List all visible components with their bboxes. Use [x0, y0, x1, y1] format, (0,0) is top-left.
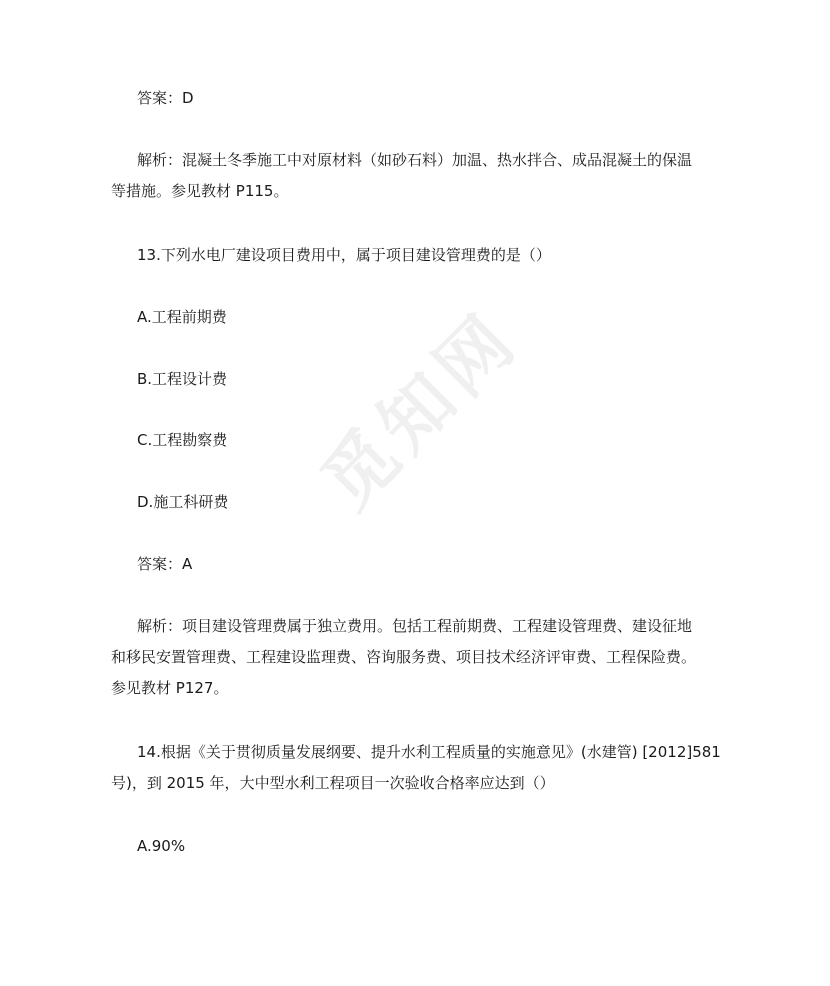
watermark: 觅知网 — [304, 294, 535, 525]
analysis-12 — [111, 145, 737, 207]
analysis-13-line-2: 和移民安置管理费、工程建设监理费、咨询服务费、项目技术经济评审费、工程保险费。 — [111, 648, 697, 666]
analysis-12-line-2: 等措施。参见教材 P115。 — [111, 182, 289, 200]
analysis-13-line-1: 解析：项目建设管理费属于独立费用。包括工程前期费、工程建设管理费、建设征地 — [137, 617, 693, 635]
option-14-a: A.90% — [137, 837, 186, 855]
analysis-13-line-3: 参见教材 P127。 — [111, 679, 229, 697]
option-13-c: C.工程勘察费 — [137, 431, 228, 449]
option-13-a: A.工程前期费 — [137, 308, 227, 326]
option-13-b: B.工程设计费 — [137, 370, 228, 388]
analysis-13 — [111, 611, 737, 704]
answer-13: 答案：A — [137, 555, 193, 573]
option-13-d: D.施工科研费 — [137, 493, 229, 511]
analysis-12-line-1: 解析：混凝土冬季施工中对原材料（如砂石料）加温、热水拌合、成品混凝土的保温 — [137, 151, 693, 169]
question-13: 13.下列水电厂建设项目费用中，属于项目建设管理费的是（） — [137, 246, 551, 264]
question-14 — [111, 737, 737, 799]
answer-12: 答案：D — [137, 89, 194, 107]
question-14-line-2: 号)，到 2015 年，大中型水利工程项目一次验收合格率应达到（） — [111, 774, 555, 792]
question-14-line-1: 14.根据《关于贯彻质量发展纲要、提升水利工程质量的实施意见》(水建管) [2012]581 — [137, 743, 721, 761]
